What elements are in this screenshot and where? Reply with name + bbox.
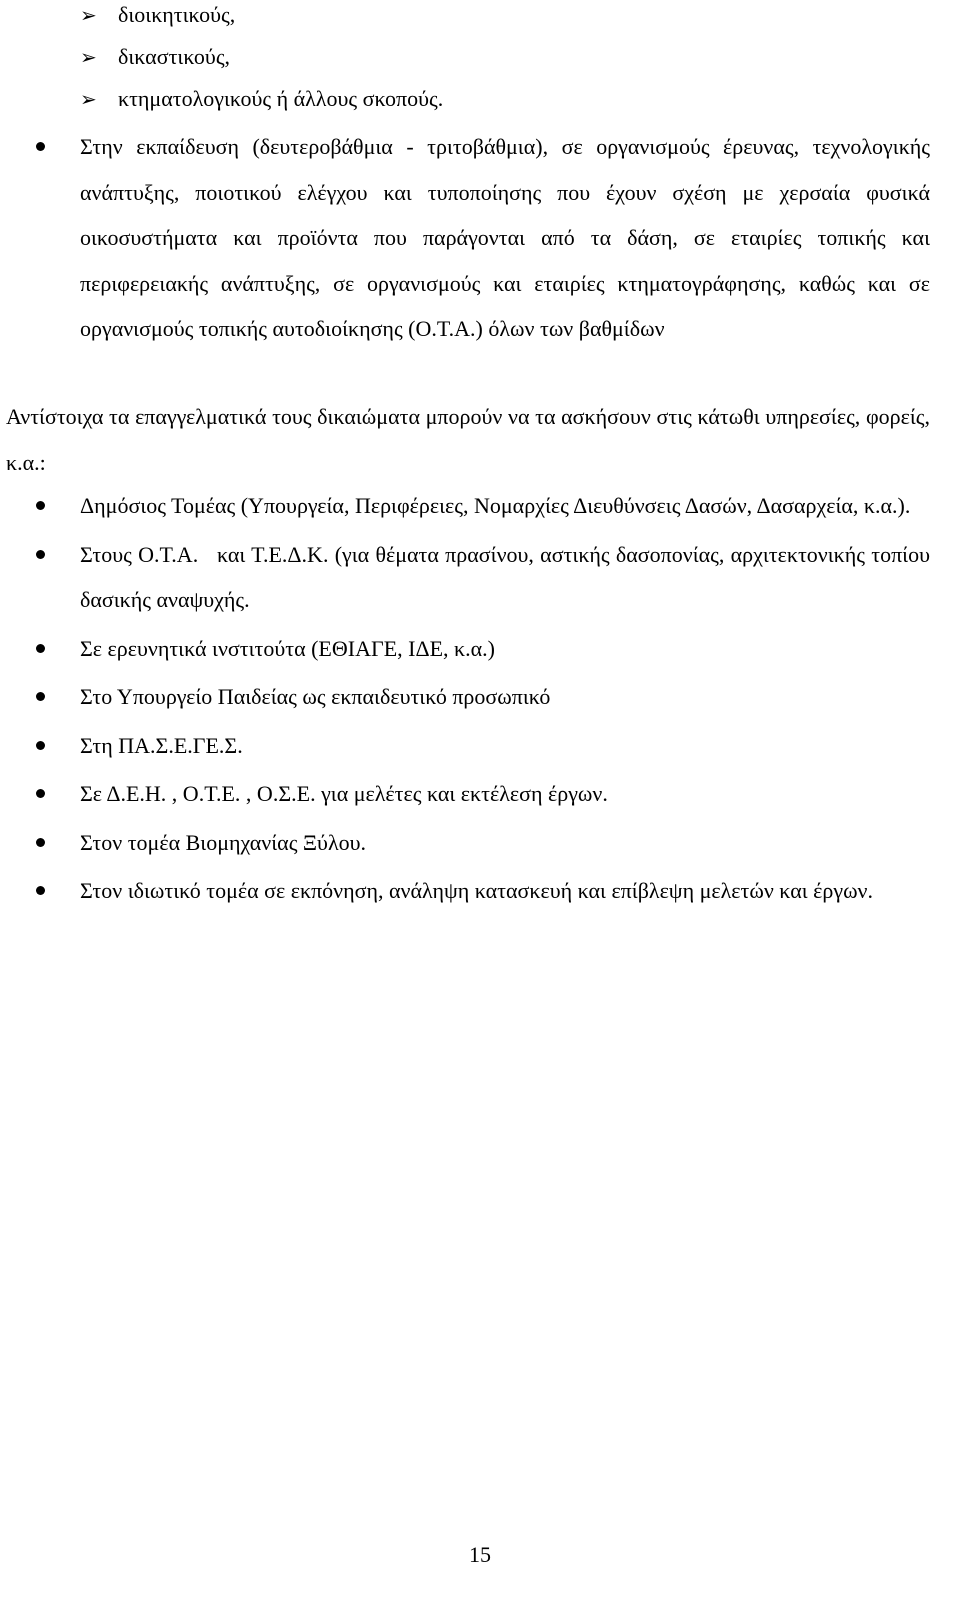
list-item-text: Στη ΠΑ.Σ.Ε.ΓΕ.Σ. — [80, 732, 243, 758]
arrow-bullet-list — [80, 0, 443, 126]
arrow-bullet-icon: ➢ — [80, 3, 97, 27]
bullet-dot-icon — [36, 838, 45, 847]
bullet-dot-icon — [36, 741, 45, 750]
bullet-dot-icon — [36, 692, 45, 701]
list-item-text: Στο Υπουργείο Παιδείας ως εκπαιδευτικό προσωπικό — [80, 684, 551, 709]
list-item — [80, 0, 443, 42]
bullet-dot-icon — [36, 644, 45, 653]
list-item-text: δικαστικούς, — [118, 44, 231, 69]
list-item-text: διοικητικούς, — [118, 2, 236, 27]
list-item — [0, 820, 960, 866]
list-item — [0, 674, 960, 720]
list-item-text: Σε ερευνητικά ινστιτούτα (ΕΘΙΑΓΕ, ΙΔΕ, κ.α.) — [80, 635, 495, 661]
list-item-text: Στους Ο.Τ.Α. και Τ.Ε.Δ.Κ. (για θέματα πρασίνου, αστικής δασοπονίας, αρχιτεκτονικής τοπίου δασικής αναψυχής. — [80, 541, 936, 612]
arrow-bullet-icon: ➢ — [80, 45, 97, 69]
list-item — [0, 483, 960, 529]
list-item — [0, 771, 960, 817]
list-item — [80, 42, 443, 84]
bullet-dot-icon — [36, 501, 45, 510]
list-item — [0, 723, 960, 769]
list-item-text: Στον τομέα Βιομηχανίας Ξύλου. — [80, 829, 366, 855]
arrow-bullet-icon: ➢ — [80, 87, 97, 111]
list-item — [0, 532, 960, 623]
list-item-text: Στον ιδιωτικό τομέα σε εκπόνηση, ανάληψη κατασκευή και επίβλεψη μελετών και έργων. — [80, 878, 873, 903]
list-item-text: Σε Δ.Ε.Η. , Ο.Τ.Ε. , Ο.Σ.Ε. για μελέτες και εκτέλεση έργων. — [80, 781, 608, 806]
bullet-dot-icon — [36, 789, 45, 798]
list-item — [0, 626, 960, 672]
page-number: 15 — [469, 1542, 491, 1567]
list-item — [80, 84, 443, 126]
list-item — [0, 124, 960, 352]
list-item-text: κτηματολογικούς ή άλλους σκοπούς. — [118, 86, 444, 111]
body-paragraph: Αντίστοιχα τα επαγγελματικά τους δικαιώματα μπορούν να τα ασκήσουν στις κάτωθι υπηρεσίες, φορείς, κ.α.: — [6, 404, 930, 475]
education-bullet-list — [0, 124, 960, 352]
bullet-dot-icon — [36, 886, 45, 895]
list-item-text: Δημόσιος Τομέας (Υπουργεία, Περιφέρειες, Νομαρχίες Διευθύνσεις Δασών, Δασαρχεία, κ.α.). — [80, 493, 911, 518]
bullet-dot-icon — [36, 550, 45, 559]
bullet-dot-icon — [36, 142, 45, 151]
list-item — [0, 868, 960, 914]
services-bullet-list — [0, 483, 960, 917]
list-item-text: Στην εκπαίδευση (δευτεροβάθμια - τριτοβάθμια), σε οργανισμούς έρευνας, τεχνολογικής ανάπτυξης, ποιοτικού ελέγχου και τυποποίησης που έχουν σχέση με χερσαία φυσικά οικοσυστήματα και προϊόντα που παράγονται από τα δάση, σε εταιρίες τοπικής και περιφερειακής ανάπτυξης, σε οργανισμούς και εταιρίες κτηματογράφησης, καθώς και σε οργανισμούς τοπικής αυτοδιοίκησης (Ο.Τ.Α.) όλων των βαθμίδων — [80, 134, 930, 341]
